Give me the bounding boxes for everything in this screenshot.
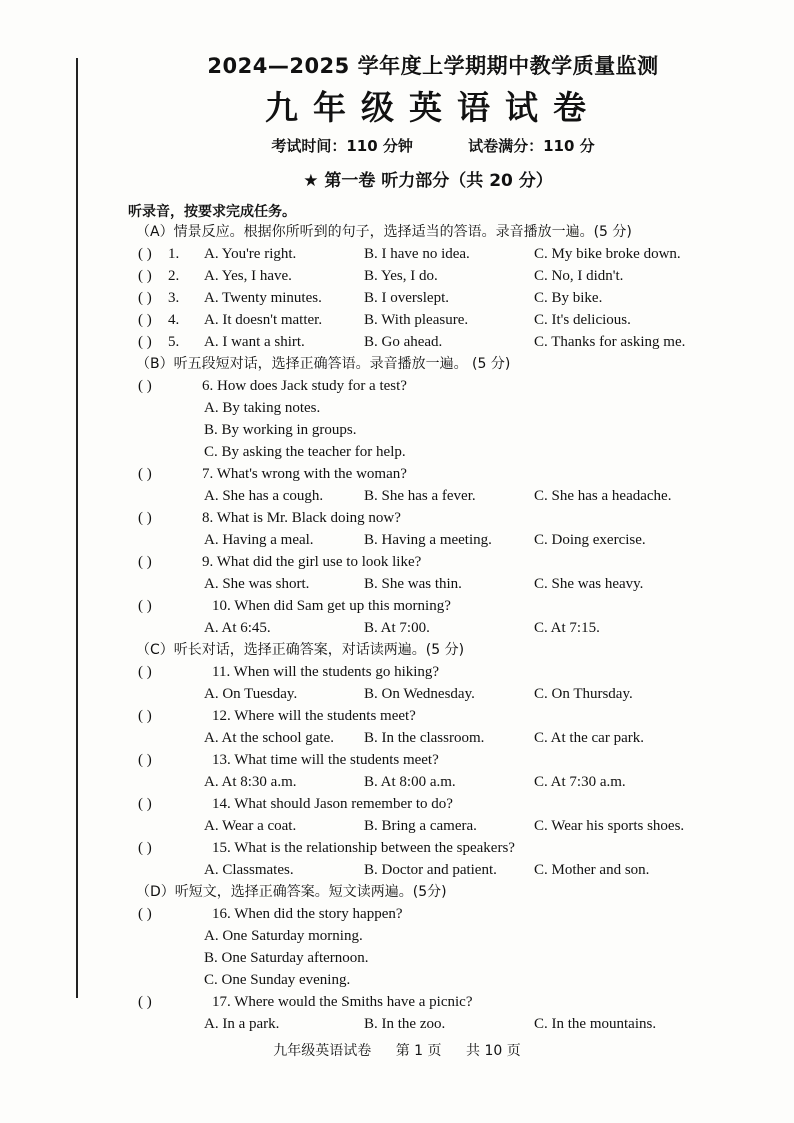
option-a: A. At 8:30 a.m.	[204, 774, 297, 790]
answer-blank[interactable]: ( )	[138, 312, 152, 328]
option-c: C. My bike broke down.	[534, 246, 681, 262]
option-b: B. At 8:00 a.m.	[364, 774, 456, 790]
option-c: C. At the car park.	[534, 730, 644, 746]
question-stem: 6. How does Jack study for a test?	[202, 378, 407, 394]
question-number: 3.	[168, 290, 180, 306]
binding-margin-line	[76, 58, 78, 998]
question-stem: 10. When did Sam get up this morning?	[212, 598, 451, 614]
option-c: C. Thanks for asking me.	[534, 334, 686, 350]
footer-page-number: 第 1 页	[395, 1043, 442, 1059]
full-score: 试卷满分：110 分	[468, 137, 595, 155]
option-c: C. She has a headache.	[534, 488, 672, 504]
answer-blank[interactable]: ( )	[138, 598, 152, 614]
options-17	[128, 1013, 748, 1035]
options-7	[128, 485, 748, 507]
answer-blank[interactable]: ( )	[138, 334, 152, 350]
option-c: C. Wear his sports shoes.	[534, 818, 685, 834]
question-7	[128, 463, 748, 485]
question-10	[128, 595, 748, 617]
options-14	[128, 815, 748, 837]
question-number: 1.	[168, 246, 180, 262]
option-a: A. It doesn't matter.	[204, 312, 323, 328]
question-stem: 9. What did the girl use to look like?	[202, 554, 422, 570]
option-b: B. One Saturday afternoon.	[204, 950, 369, 966]
option-b: B. I overslept.	[364, 290, 449, 306]
exam-page	[128, 50, 748, 1035]
option-c: C. It's delicious.	[534, 312, 631, 328]
question-6	[128, 375, 748, 397]
question-5	[128, 331, 748, 353]
option-b: B. I have no idea.	[364, 246, 470, 262]
question-stem: 16. When did the story happen?	[212, 906, 403, 922]
options-12	[128, 727, 748, 749]
option-b: B. In the zoo.	[364, 1016, 446, 1032]
answer-blank[interactable]: ( )	[138, 708, 152, 724]
option-c: C. By asking the teacher for help.	[204, 444, 406, 460]
option-a: A. Having a meal.	[204, 532, 314, 548]
option-a: A. By taking notes.	[204, 400, 321, 416]
question-stem: 8. What is Mr. Black doing now?	[202, 510, 401, 526]
option-c: C. She was heavy.	[534, 576, 644, 592]
option-b: B. Yes, I do.	[364, 268, 438, 284]
option-a: A. Classmates.	[204, 862, 294, 878]
option-a: A. You're right.	[204, 246, 297, 262]
part-c-heading: （C）听长对话，选择正确答案，对话读两遍。(5 分)	[136, 642, 465, 658]
section-title: ★ 第一卷 听力部分（共 20 分）	[303, 171, 553, 191]
option-c: C. One Sunday evening.	[204, 972, 351, 988]
answer-blank[interactable]: ( )	[138, 840, 152, 856]
exam-meta	[118, 135, 748, 156]
option-b: B. At 7:00.	[364, 620, 430, 636]
page-footer	[0, 1040, 794, 1060]
answer-blank[interactable]: ( )	[138, 554, 152, 570]
option-c: C. On Thursday.	[534, 686, 633, 702]
option-a: A. In a park.	[204, 1016, 280, 1032]
answer-blank[interactable]: ( )	[138, 796, 152, 812]
option-c: C. In the mountains.	[534, 1016, 657, 1032]
question-14	[128, 793, 748, 815]
options-11	[128, 683, 748, 705]
question-stem: 13. What time will the students meet?	[212, 752, 439, 768]
option-a: A. One Saturday morning.	[204, 928, 363, 944]
option-a: A. Yes, I have.	[204, 268, 292, 284]
answer-blank[interactable]: ( )	[138, 268, 152, 284]
option-a: A. At 6:45.	[204, 620, 271, 636]
option-a: A. On Tuesday.	[204, 686, 298, 702]
part-b-heading: （B）听五段短对话，选择正确答语。录音播放一遍。 (5 分)	[136, 356, 511, 372]
option-b: B. She was thin.	[364, 576, 462, 592]
question-stem: 7. What's wrong with the woman?	[202, 466, 407, 482]
option-a: A. She has a cough.	[204, 488, 324, 504]
options-9	[128, 573, 748, 595]
question-16	[128, 903, 748, 925]
question-13	[128, 749, 748, 771]
option-a: A. Twenty minutes.	[204, 290, 322, 306]
option-c: C. At 7:15.	[534, 620, 600, 636]
answer-blank[interactable]: ( )	[138, 466, 152, 482]
option-b: B. Having a meeting.	[364, 532, 492, 548]
footer-total-pages: 共 10 页	[466, 1043, 521, 1059]
answer-blank[interactable]: ( )	[138, 290, 152, 306]
question-17	[128, 991, 748, 1013]
exam-time: 考试时间：110 分钟	[271, 137, 413, 155]
question-stem: 12. Where will the students meet?	[212, 708, 416, 724]
options-10	[128, 617, 748, 639]
question-3	[128, 287, 748, 309]
instruction: 听录音，按要求完成任务。	[128, 204, 296, 220]
option-c: C. At 7:30 a.m.	[534, 774, 626, 790]
question-stem: 11. When will the students go hiking?	[212, 664, 440, 680]
option-b: B. In the classroom.	[364, 730, 485, 746]
footer-exam-name: 九年级英语试卷	[273, 1043, 372, 1059]
question-11	[128, 661, 748, 683]
exam-title: 2024—2025 学年度上学期期中教学质量监测	[207, 54, 659, 78]
question-stem: 14. What should Jason remember to do?	[212, 796, 453, 812]
options-8	[128, 529, 748, 551]
answer-blank[interactable]: ( )	[138, 906, 152, 922]
option-c: C. Doing exercise.	[534, 532, 646, 548]
option-a: A. Wear a coat.	[204, 818, 297, 834]
option-a: A. At the school gate.	[204, 730, 334, 746]
question-stem: 15. What is the relationship between the speakers?	[212, 840, 515, 856]
answer-blank[interactable]: ( )	[138, 994, 152, 1010]
option-c: C. By bike.	[534, 290, 603, 306]
option-a: A. I want a shirt.	[204, 334, 305, 350]
options-13	[128, 771, 748, 793]
answer-blank[interactable]: ( )	[138, 246, 152, 262]
answer-blank[interactable]: ( )	[138, 664, 152, 680]
answer-blank[interactable]: ( )	[138, 510, 152, 526]
question-4	[128, 309, 748, 331]
question-9	[128, 551, 748, 573]
question-15	[128, 837, 748, 859]
part-a-heading: （A）情景反应。根据你所听到的句子，选择适当的答语。录音播放一遍。(5 分)	[136, 224, 632, 240]
option-a: A. She was short.	[204, 576, 310, 592]
option-c: C. Mother and son.	[534, 862, 650, 878]
question-12	[128, 705, 748, 727]
question-number: 5.	[168, 334, 180, 350]
question-8	[128, 507, 748, 529]
answer-blank[interactable]: ( )	[138, 378, 152, 394]
option-b: B. On Wednesday.	[364, 686, 475, 702]
question-1	[128, 243, 748, 265]
answer-blank[interactable]: ( )	[138, 752, 152, 768]
option-b: B. Go ahead.	[364, 334, 443, 350]
option-b: B. By working in groups.	[204, 422, 357, 438]
question-number: 2.	[168, 268, 180, 284]
options-15	[128, 859, 748, 881]
option-c: C. No, I didn't.	[534, 268, 624, 284]
question-number: 4.	[168, 312, 180, 328]
question-2	[128, 265, 748, 287]
part-d-heading: （D）听短文，选择正确答案。短文读两遍。(5分)	[136, 884, 447, 900]
question-stem: 17. Where would the Smiths have a picnic?	[212, 994, 473, 1010]
option-b: B. Bring a camera.	[364, 818, 477, 834]
option-b: B. With pleasure.	[364, 312, 469, 328]
exam-subtitle: 九年级英语试卷	[265, 88, 601, 127]
option-b: B. She has a fever.	[364, 488, 476, 504]
option-b: B. Doctor and patient.	[364, 862, 497, 878]
